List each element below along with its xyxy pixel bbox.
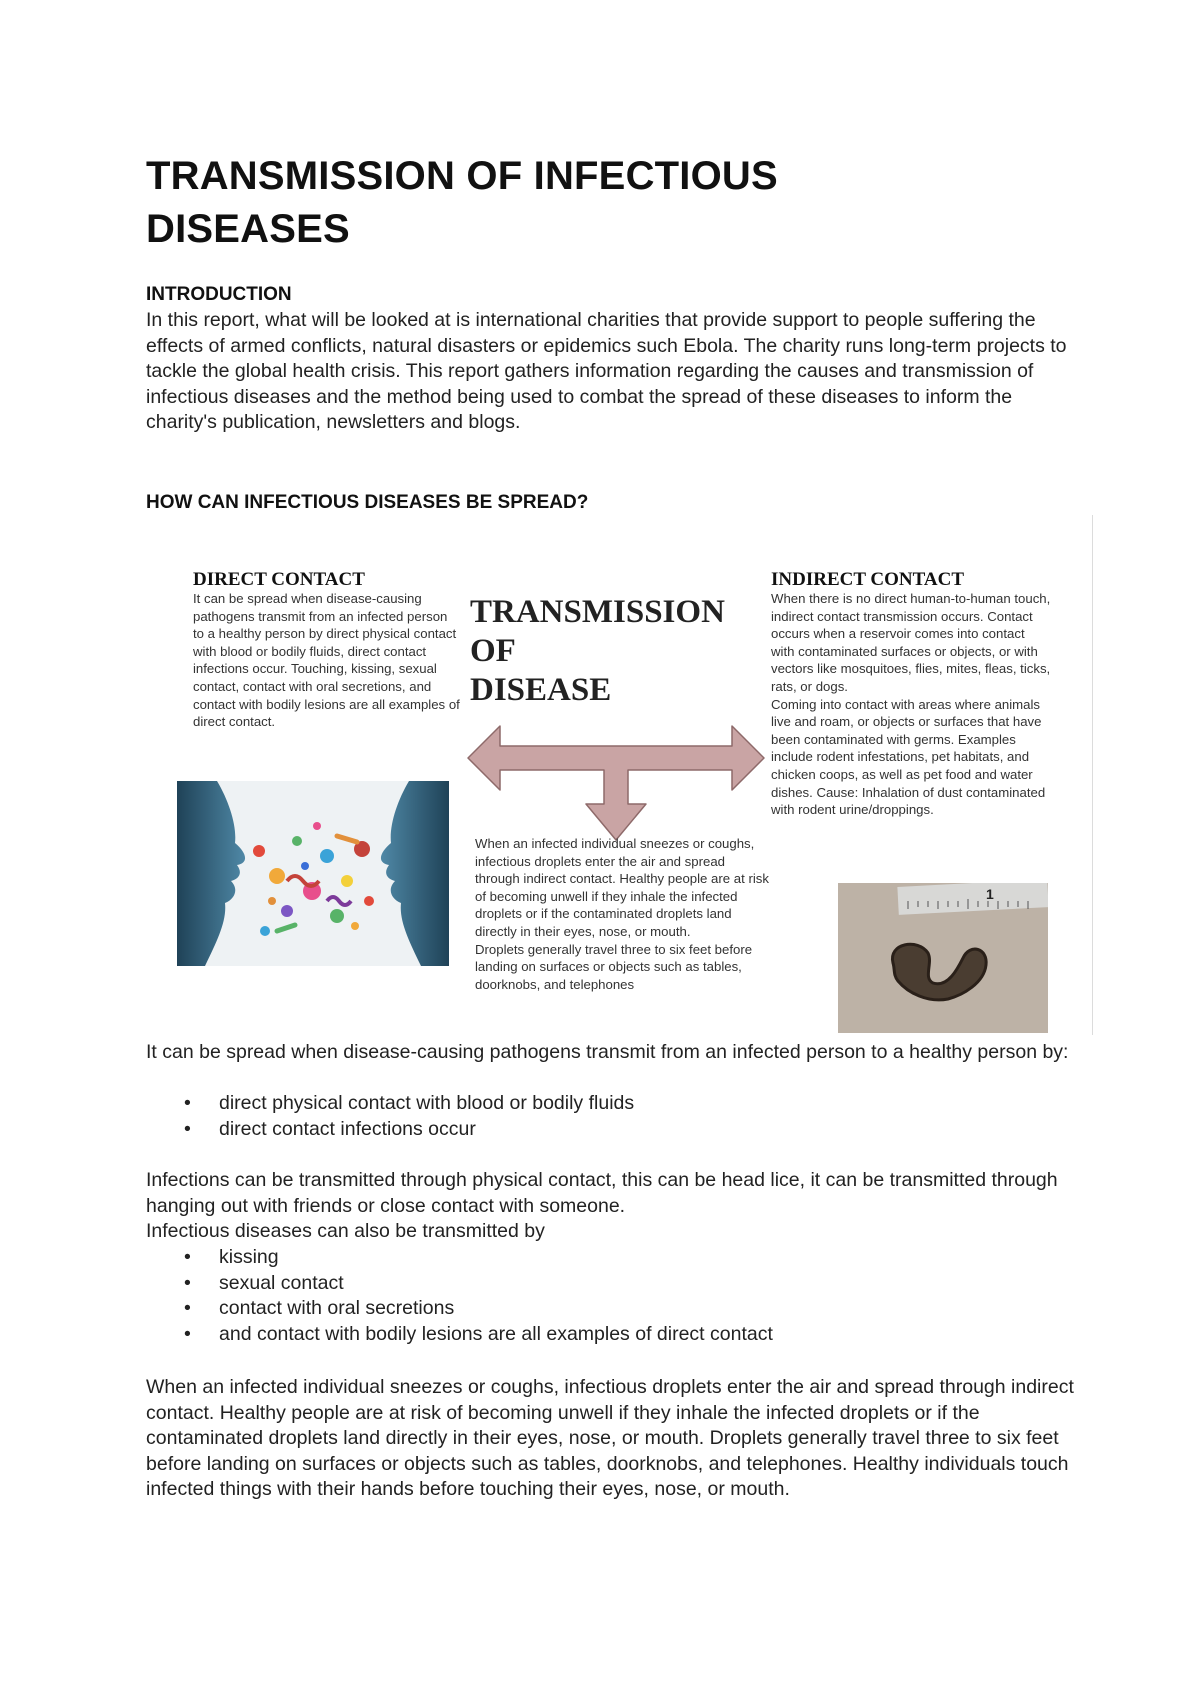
list-item bbox=[146, 1271, 1076, 1297]
faces-germs-image bbox=[177, 781, 449, 966]
list-item bbox=[146, 1245, 1076, 1271]
title-line-1: TRANSMISSION OF INFECTIOUS bbox=[146, 154, 778, 198]
transmission-infographic bbox=[170, 515, 1100, 1035]
center-title-line-3: DISEASE bbox=[470, 672, 612, 708]
introduction-text: In this report, what will be looked at is international charities that provide support to people suffering the effects of armed conflicts, natural disasters or epidemics such Ebola. The charity runs long-term projects to tackle the global health crisis. This report gathers information regarding the causes and transmission of infectious diseases and the method being used to combat the spread of these diseases to inform the charity's publication, newsletters and blogs. bbox=[146, 309, 1067, 434]
center-title-line-1: TRANSMISSION bbox=[470, 594, 725, 630]
physical-contact-paragraph bbox=[146, 1168, 1076, 1245]
bullet-icon: • bbox=[184, 1297, 191, 1320]
ruler-mark: 1 bbox=[986, 886, 994, 902]
direct-contact-list bbox=[146, 1091, 1076, 1142]
direct-contact-text: It can be spread when disease-causing pathogens transmit from an infected person to a healthy person by direct physical contact with blood or bodily fluids, direct contact infections occur. Touching, kissing, sexual contact, contact with oral secretions, and contact with bodily lesions are all examples of direct contact. bbox=[193, 591, 460, 730]
indirect-contact-heading: INDIRECT CONTACT bbox=[771, 569, 965, 590]
bullet-icon: • bbox=[184, 1246, 191, 1268]
transmission-methods-list bbox=[146, 1245, 1076, 1347]
infographic-center-title bbox=[470, 593, 770, 710]
list-item-text: and contact with bodily lesions are all examples of direct contact bbox=[219, 1322, 773, 1345]
list-item-text: kissing bbox=[219, 1246, 279, 1268]
bullet-icon: • bbox=[184, 1271, 191, 1294]
physical-contact-text: Infections can be transmitted through physical contact, this can be head lice, it can be transmitted through hanging out with friends or close contact with someone. bbox=[146, 1169, 1058, 1217]
bullet-icon: • bbox=[184, 1092, 191, 1114]
list-item-text: direct contact infections occur bbox=[219, 1117, 476, 1140]
list-item-text: direct physical contact with blood or bodily fluids bbox=[219, 1092, 635, 1114]
list-item bbox=[146, 1322, 1076, 1348]
list-item bbox=[146, 1117, 1076, 1143]
droplet-paragraph: When an infected individual sneezes or coughs, infectious droplets enter the air and spread through indirect contact. Healthy people are at risk of becoming unwell if they inhale the infected droplets or if the contaminated droplets land directly in their eyes, nose, or mouth. Droplets generally travel three to six feet before landing on surfaces or objects such as tables, doorknobs, and telephones. Healthy individuals touch infected things with their hands before touching their eyes, nose, or mouth. bbox=[146, 1376, 1074, 1501]
introduction-heading: INTRODUCTION bbox=[146, 284, 292, 305]
droplet-text-2: Droplets generally travel three to six feet before landing on surfaces or objects such as tables, doorknobs, and telephones bbox=[475, 941, 753, 992]
bullet-icon: • bbox=[184, 1117, 191, 1140]
arrow-shape bbox=[468, 726, 764, 840]
title-line-2: DISEASES bbox=[146, 207, 350, 251]
direct-contact-heading: DIRECT CONTACT bbox=[193, 569, 365, 590]
spread-paragraph: It can be spread when disease-causing pathogens transmit from an infected person to a healthy person by: bbox=[146, 1041, 1069, 1063]
infographic-border bbox=[1092, 515, 1093, 1035]
indirect-contact-text bbox=[771, 590, 1051, 819]
droplet-text-1: When an infected individual sneezes or coughs, infectious droplets enter the air and spread through indirect contact. Healthy people are at risk of becoming unwell if they inhale the infected droplets or if the contaminated droplets land directly in their eyes, nose, or mouth. bbox=[475, 836, 769, 939]
indirect-text-1: When there is no direct human-to-human touch, indirect contact transmission occurs. Contact occurs when a reservoir comes into contact with contaminated surfaces or objects, or with vectors like mosquitoes, flies, mites, fleas, ticks, rats, or dogs. bbox=[771, 591, 1051, 694]
list-item bbox=[146, 1091, 1076, 1117]
transmitted-by-text: Infectious diseases can also be transmitted by bbox=[146, 1220, 545, 1243]
rodent-droppings-image bbox=[838, 883, 1048, 1033]
list-item-text: sexual contact bbox=[219, 1271, 344, 1294]
indirect-text-2: Coming into contact with areas where animals live and roam, or objects or surfaces that have been contaminated with germs. Examples include rodent infestations, pet habitats, and chicken coops, as well as pet food and water dishes. Cause: Inhalation of dust contaminated with rodent urine/droppings. bbox=[771, 696, 1046, 818]
droplet-text-block bbox=[475, 835, 770, 1035]
list-item bbox=[146, 1296, 1076, 1322]
spread-heading: HOW CAN INFECTIOUS DISEASES BE SPREAD? bbox=[146, 492, 589, 513]
three-way-arrow-icon bbox=[466, 724, 766, 844]
document-title bbox=[146, 150, 1076, 256]
bullet-icon: • bbox=[184, 1322, 191, 1345]
center-title-line-2: OF bbox=[470, 633, 516, 669]
list-item-text: contact with oral secretions bbox=[219, 1297, 455, 1320]
